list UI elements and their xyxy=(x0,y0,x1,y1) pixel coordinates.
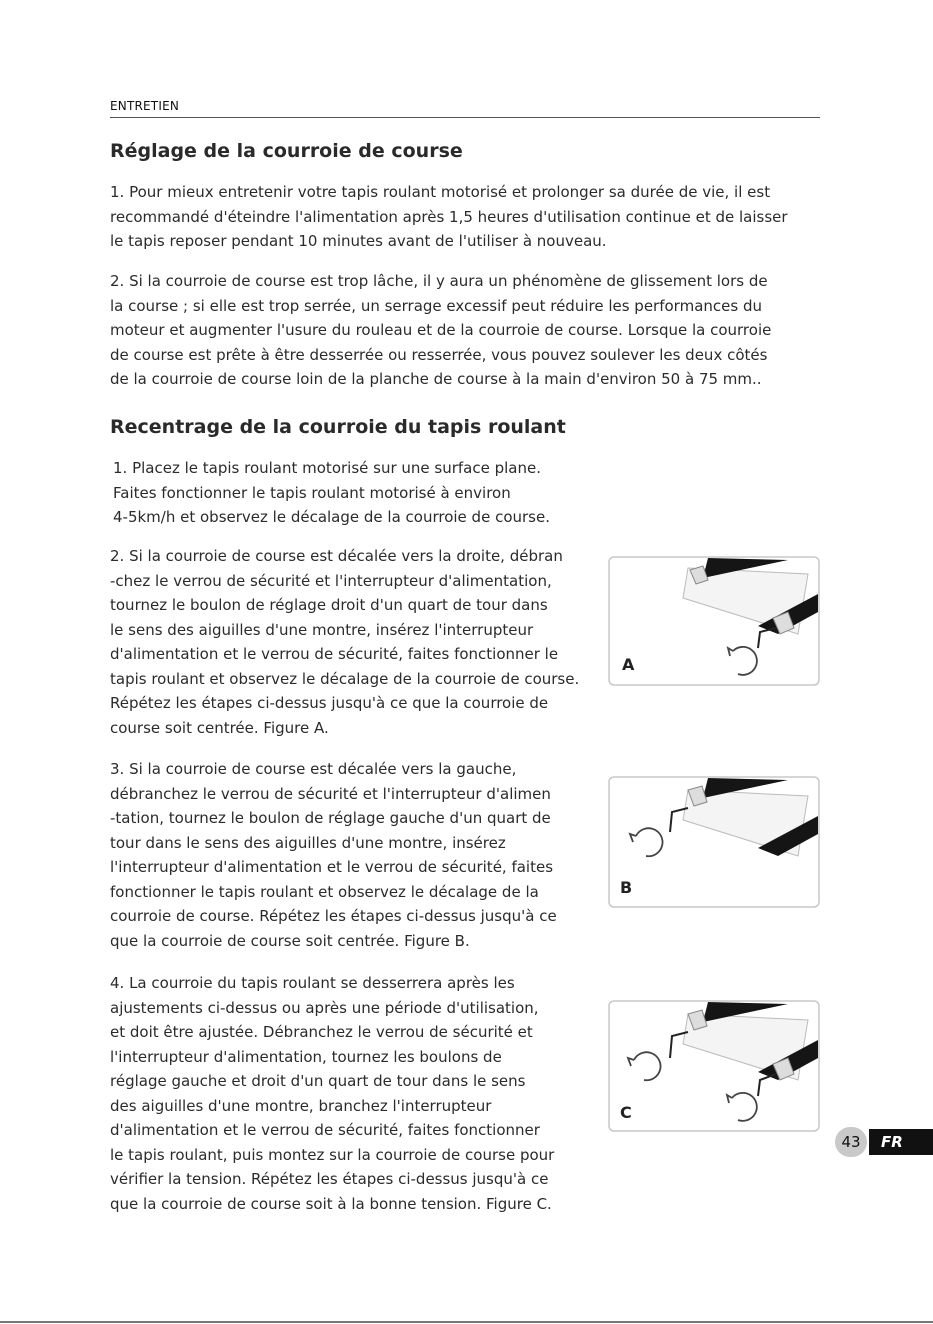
figure-a xyxy=(608,556,820,686)
paragraph-step-1: 1. Placez le tapis roulant motorisé sur une surface plane. Faites fonctionner le tapis roulant motorisé à environ 4-5km/h et observez le décalage de la courroie de course. xyxy=(113,459,550,526)
section-title-belt-recentering: Recentrage de la courroie du tapis roulant xyxy=(110,416,566,438)
bottom-rule xyxy=(0,1321,933,1323)
language-tab: FR xyxy=(869,1129,933,1155)
page-badge xyxy=(835,1127,933,1157)
paragraph-step-2: 2. Si la courroie de course est décalée vers la droite, débran -chez le verrou de sécurité et l'interrupteur d'alimentation, tournez le boulon de réglage droit d'un quart de tour dans le sens des aiguilles d'une montre, insérez l'interrupteur d'alimentation et le verrou de sécurité, faites fonctionner le tapis roulant et observez le décalage de la courroie de course. Répétez les étapes ci-dessus jusqu'à ce que la courroie de course soit centrée. Figure A. xyxy=(110,547,580,737)
figure-b xyxy=(608,776,820,908)
treadmill-right-bolt-illustration xyxy=(608,556,820,686)
header-rule xyxy=(110,117,820,118)
figure-c xyxy=(608,1000,820,1132)
figure-a-label: A xyxy=(622,655,635,674)
paragraph-step-4: 4. La courroie du tapis roulant se desserrera après les ajustements ci-dessus ou après une période d'utilisation, et doit être ajustée. Débranchez le verrou de sécurité et l'interrupteur d'alimentation, tournez les boulons de réglage gauche et droit d'un quart de tour dans le sens des aiguilles d'une montre, branchez l'interrupteur d'alimentation et le verrou de sécurité, faites fonctionner le tapis roulant, puis montez sur la courroie de course pour vérifier la tension. Répétez les étapes ci-dessus jusqu'à ce que la courroie de course soit à la bonne tension. Figure C. xyxy=(110,974,555,1213)
section-title-belt-adjustment: Réglage de la courroie de course xyxy=(110,140,463,162)
paragraph-belt-tension: 2. Si la courroie de course est trop lâche, il y aura un phénomène de glissement lors de la course ; si elle est trop serrée, un serrage excessif peut réduire les performances du moteur et augmenter l'usure du rouleau et de la courroie de course. Lorsque la courroie de course est prête à être desserrée ou resserrée, vous pouvez soulever les deux côtés de la courroie de course loin de la planche de course à la main d'environ 50 à 75 mm.. xyxy=(110,272,772,388)
page-number: 43 xyxy=(835,1127,867,1157)
figure-b-label: B xyxy=(620,878,633,897)
treadmill-left-bolt-illustration xyxy=(608,776,820,908)
figure-c-label: C xyxy=(620,1103,632,1122)
treadmill-both-bolts-illustration xyxy=(608,1000,820,1132)
paragraph-maintenance-rest: 1. Pour mieux entretenir votre tapis roulant motorisé et prolonger sa durée de vie, il est recommandé d'éteindre l'alimentation après 1,5 heures d'utilisation continue et de laisser le tapis reposer pendant 10 minutes avant de l'utiliser à nouveau. xyxy=(110,183,788,250)
header-section-label: ENTRETIEN xyxy=(110,99,180,113)
paragraph-step-3: 3. Si la courroie de course est décalée vers la gauche, débranchez le verrou de sécurité et l'interrupteur d'alimen -tation, tournez le boulon de réglage gauche d'un quart de tour dans le sens des aiguilles d'une montre, insérez l'interrupteur d'alimentation et le verrou de sécurité, faites fonctionner le tapis roulant et observez le décalage de la courroie de course. Répétez les étapes ci-dessus jusqu'à ce que la courroie de course soit centrée. Figure B. xyxy=(110,760,557,950)
